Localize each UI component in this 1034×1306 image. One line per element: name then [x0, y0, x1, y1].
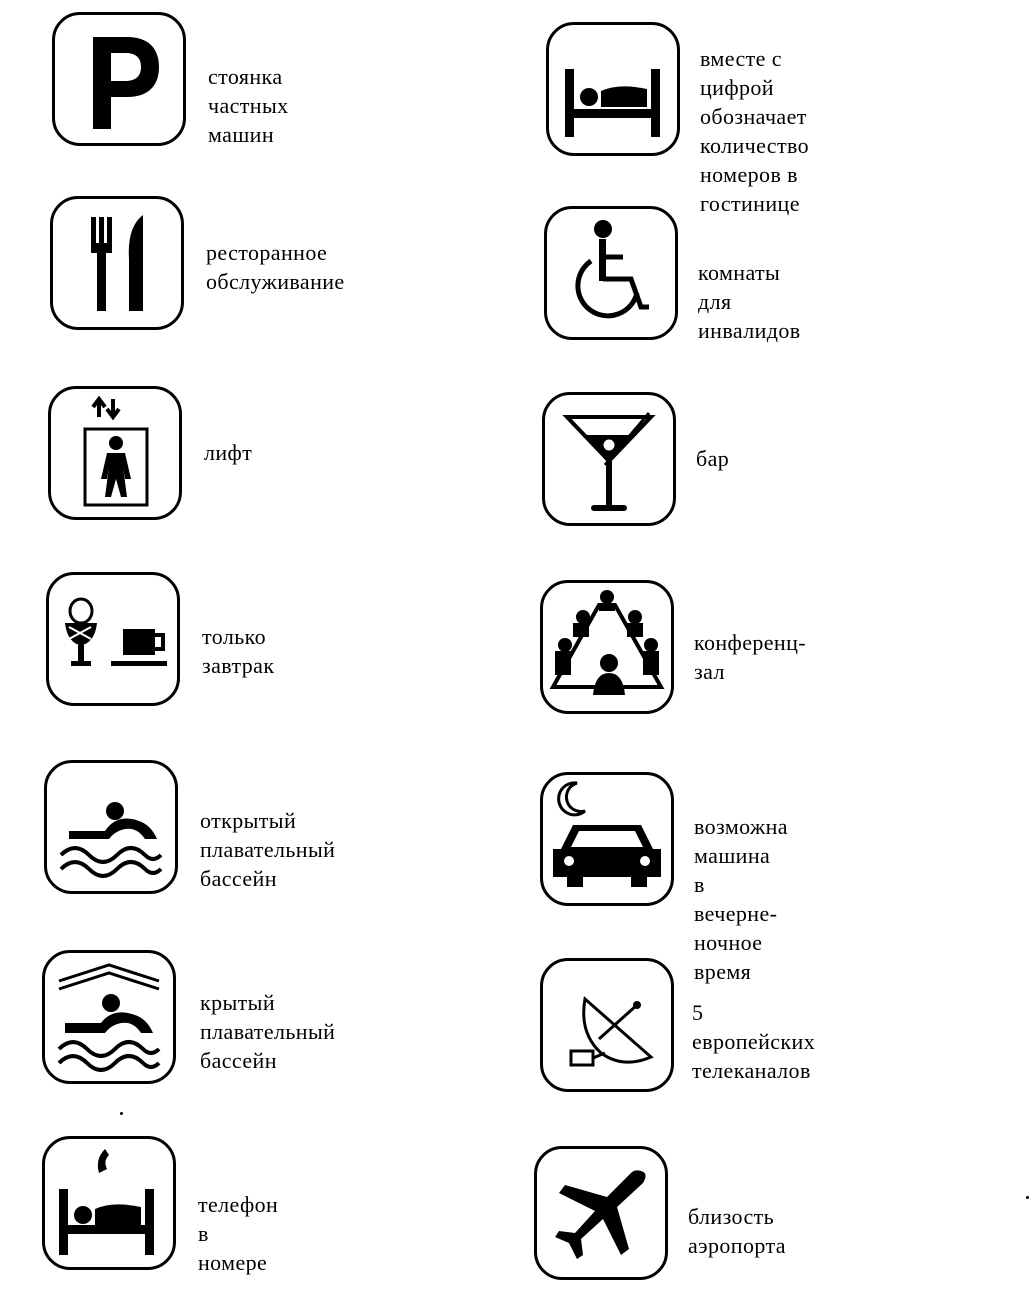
- bed-icon: [546, 22, 680, 156]
- elevator-icon: [48, 386, 182, 520]
- indoor-pool-icon: [42, 950, 176, 1084]
- symbol-label: конференц-зал: [694, 630, 807, 684]
- conference-table-icon: [540, 580, 674, 714]
- speck: [1026, 1196, 1029, 1199]
- symbol-label: вместе с цифрой обозначает количество номеров в гостинице: [700, 46, 810, 216]
- symbol-label: лифт: [204, 440, 253, 465]
- speck: [120, 1112, 123, 1115]
- parking-icon: [52, 12, 186, 146]
- symbol-label: бар: [696, 446, 730, 471]
- satellite-dish-icon: [540, 958, 674, 1092]
- symbol-label: стоянка частных машин: [208, 64, 289, 147]
- symbol-label: телефон в номере: [198, 1192, 279, 1275]
- symbol-label: ресторанное обслуживание: [206, 240, 345, 294]
- symbol-label: близость аэропорта: [688, 1204, 786, 1258]
- phone-in-room-icon: [42, 1136, 176, 1270]
- night-car-icon: [540, 772, 674, 906]
- cocktail-glass-icon: [542, 392, 676, 526]
- symbol-label: крытый плавательный бассейн: [200, 990, 336, 1073]
- fork-knife-icon: [50, 196, 184, 330]
- symbol-label: открытый плавательный бассейн: [200, 808, 336, 891]
- symbol-label: комнаты для инвалидов: [698, 260, 801, 343]
- breakfast-icon: [46, 572, 180, 706]
- airplane-icon: [534, 1146, 668, 1280]
- symbol-label: только завтрак: [202, 624, 275, 678]
- wheelchair-icon: [544, 206, 678, 340]
- outdoor-pool-icon: [44, 760, 178, 894]
- symbol-label: возможна машина в вечерне-ночное время: [694, 814, 788, 984]
- symbol-label: 5 европейских телеканалов: [692, 1000, 816, 1083]
